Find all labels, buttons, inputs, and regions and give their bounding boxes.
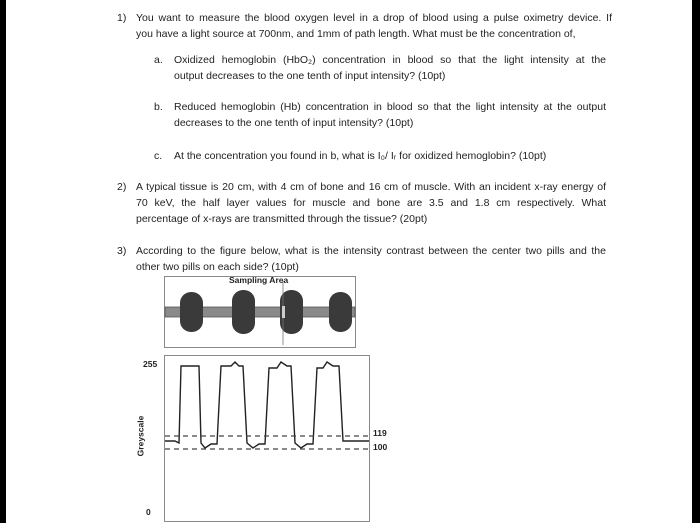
pills-drawing	[165, 277, 355, 347]
profile-drawing	[165, 356, 369, 521]
q3-number: 3)	[117, 245, 127, 257]
q1-line-1: You want to measure the blood oxygen level in a drop of blood using a pulse oximetry device. If	[136, 12, 612, 24]
q2-number: 2)	[117, 181, 127, 193]
q1a-line-2: output decreases to the one tenth of input intensity? (10pt)	[174, 70, 446, 82]
q1a-marker: a.	[154, 54, 163, 66]
intensity-profile	[164, 355, 370, 522]
sampling-marker	[282, 306, 285, 318]
q1c-line-1: At the concentration you found in b, what is I₀/ Iᵣ for oxidized hemoglobin? (10pt)	[174, 150, 547, 162]
q1a-line-1: Oxidized hemoglobin (HbO₂) concentration in blood so that the light intensity at the	[174, 54, 606, 66]
level-lower-label: 100	[373, 442, 388, 452]
q2-line-2: 70 keV, the half layer values for muscle and bone are 3.5 and 1.8 cm respectively. What	[136, 197, 606, 209]
sampling-area-label: Sampling Area	[229, 275, 289, 285]
pill-2	[232, 290, 255, 334]
level-upper-label: 119	[373, 428, 387, 438]
q3-line-1: According to the figure below, what is the intensity contrast between the center two pills and the	[136, 245, 606, 257]
document-page	[6, 0, 692, 523]
q1-number: 1)	[117, 12, 127, 24]
y-top-label: 255	[143, 359, 158, 369]
y-axis-label: Greyscale	[135, 415, 146, 457]
pill-figure	[164, 276, 356, 348]
q1b-marker: b.	[154, 101, 163, 113]
q2-line-3: percentage of x-rays are transmitted through the tissue? (20pt)	[136, 213, 428, 225]
q1-line-2: you have a light source at 700nm, and 1mm of path length. What must be the concentration of,	[136, 28, 576, 40]
q1b-line-1: Reduced hemoglobin (Hb) concentration in blood so that the light intensity at the output	[174, 101, 606, 113]
pill-4	[329, 292, 352, 332]
q2-line-1: A typical tissue is 20 cm, with 4 cm of bone and 16 cm of muscle. With an incident x-ray energy of	[136, 181, 606, 193]
q1b-line-2: decreases to the one tenth of input intensity? (10pt)	[174, 117, 414, 129]
pill-1	[180, 292, 203, 332]
q3-line-2: other two pills on each side? (10pt)	[136, 261, 299, 273]
y-bottom-label: 0	[146, 507, 151, 517]
q1c-marker: c.	[154, 150, 163, 162]
profile-curve	[165, 362, 369, 448]
